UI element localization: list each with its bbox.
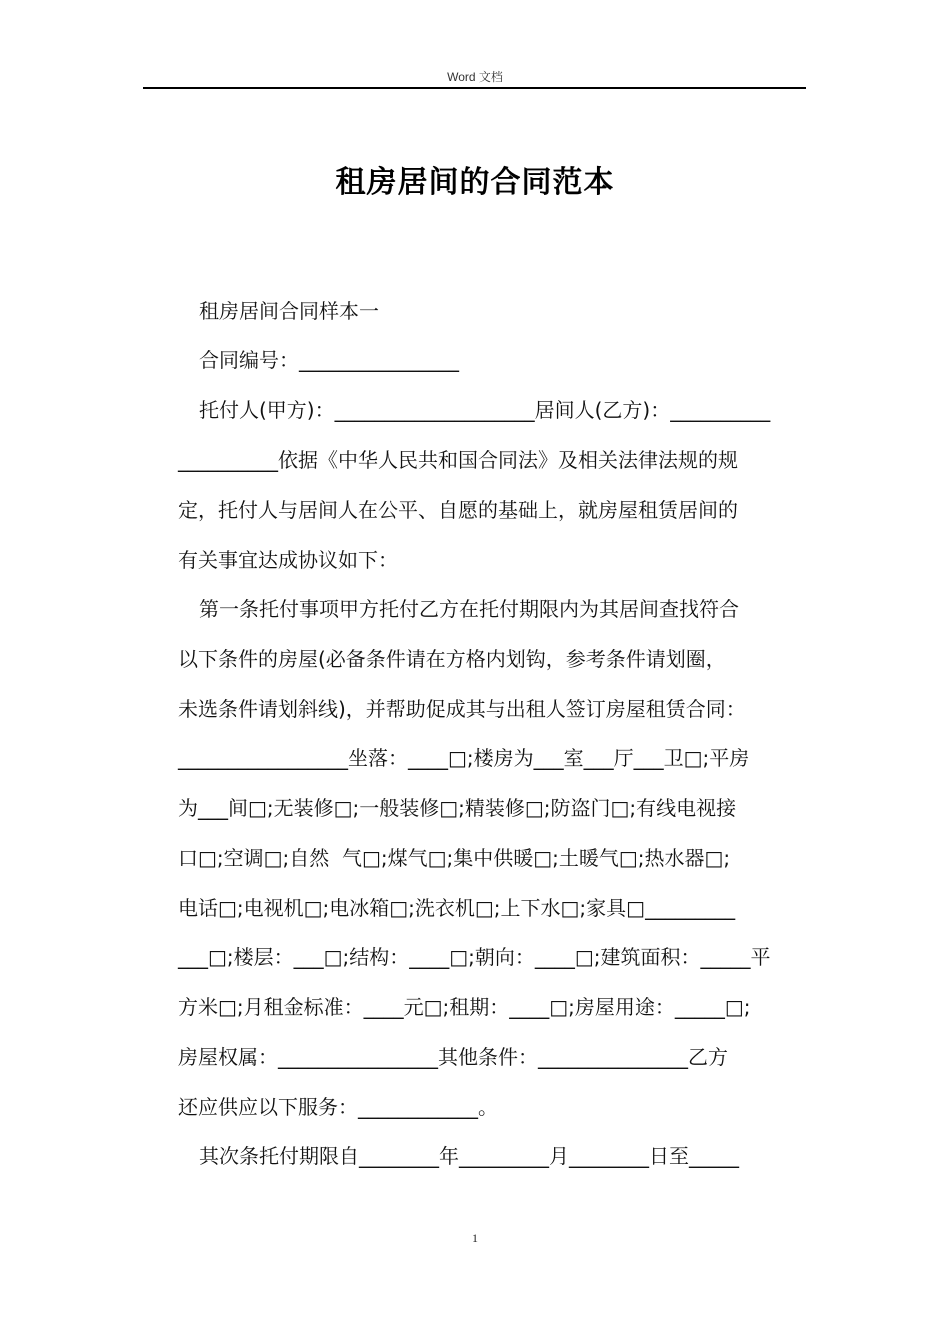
page-number: 1 xyxy=(472,1231,478,1245)
contract-number-line: 合同编号：________________ xyxy=(199,348,459,372)
article-one-line: 第一条托付事项甲方托付乙方在托付期限内为其居间查找符合 xyxy=(199,597,739,621)
body-line: 电话□;电视机□;电冰箱□;洗衣机□;上下水□;家具□_________ xyxy=(178,896,736,920)
article-two-line: 其次条托付期限自________年_________月________日至_____ xyxy=(199,1144,739,1168)
body-line: _________________坐落：____□;楼房为___室___厅___卫□;平房 xyxy=(178,746,750,770)
body-line: 还应供应以下服务：____________。 xyxy=(178,1095,498,1119)
body-line: __________依据《中华人民共和国合同法》及相关法律法规的规 xyxy=(178,448,738,472)
document-title: 租房居间的合同范本 xyxy=(335,165,615,200)
header-label: Word 文档 xyxy=(447,70,503,84)
body-line: 定，托付人与居间人在公平、自愿的基础上，就房屋租赁居间的 xyxy=(178,498,738,522)
body-line: 为___间□;无装修□;一般装修□;精装修□;防盗门□;有线电视接 xyxy=(178,796,737,820)
body-line: ___□;楼层：___□;结构：____□;朝向：____□;建筑面积：_____平 xyxy=(178,945,771,969)
body-line: 口□;空调□;自然 气□;煤气□;集中供暖□;土暖气□;热水器□; xyxy=(178,846,731,870)
body-line: 房屋权属：________________其他条件：_______________乙方 xyxy=(178,1045,728,1069)
section-heading: 租房居间合同样本一 xyxy=(199,299,379,323)
body-line: 方米□;月租金标准：____元□;租期：____□;房屋用途：_____□; xyxy=(178,995,751,1019)
body-line: 以下条件的房屋(必备条件请在方格内划钩，参考条件请划圈， xyxy=(178,647,726,671)
parties-line: 托付人(甲方)：____________________居间人(乙方)：__________ xyxy=(199,398,771,422)
body-line: 有关事宜达成协议如下： xyxy=(178,548,398,572)
body-line: 未选条件请划斜线)，并帮助促成其与出租人签订房屋租赁合同： xyxy=(178,697,746,721)
header-divider xyxy=(143,87,806,89)
